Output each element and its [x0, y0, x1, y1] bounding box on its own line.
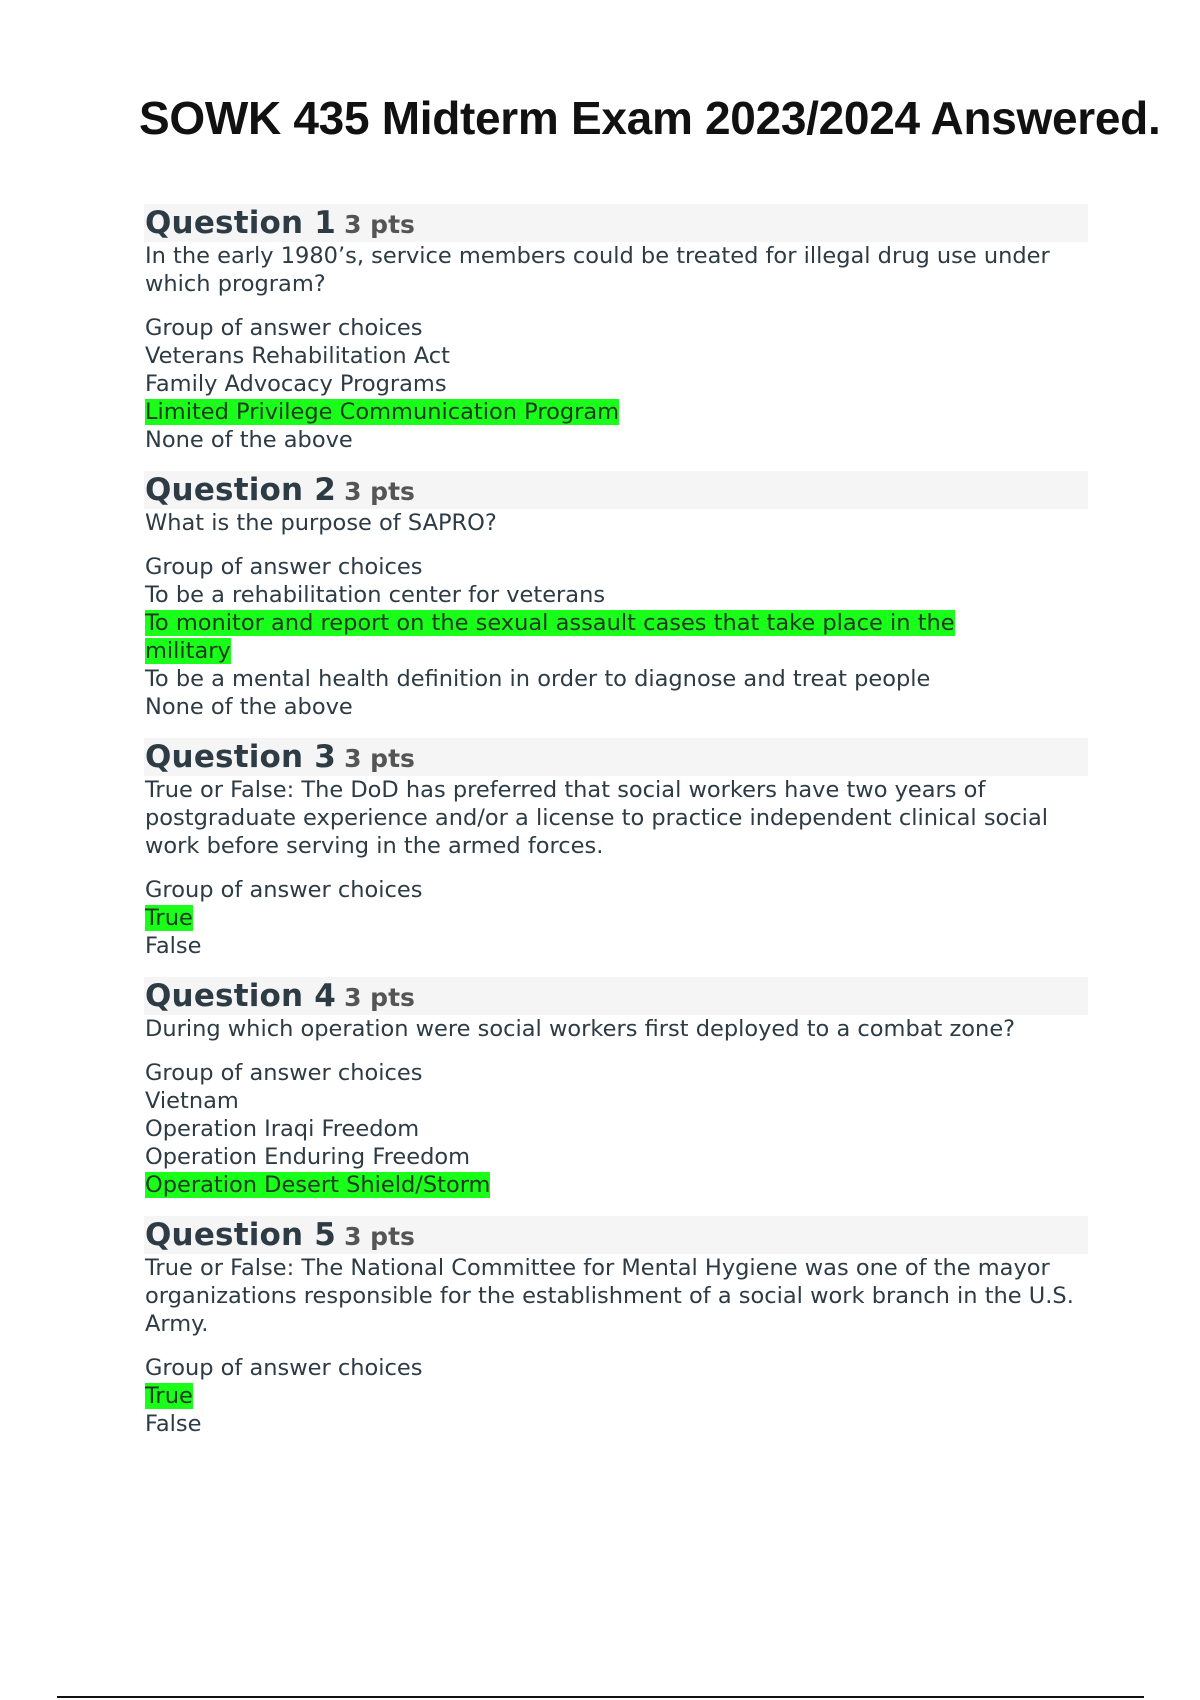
answer-choice-correct	[145, 609, 1025, 665]
answer-choice: False	[145, 1411, 202, 1437]
question-text: In the early 1980’s, service members could be treated for illegal drug use under which program?	[145, 243, 1050, 297]
question-points: 3 pts	[344, 210, 415, 239]
answer-choice: Operation Iraqi Freedom	[145, 1116, 420, 1142]
answer-choice: To be a mental health definition in order to diagnose and treat people	[145, 666, 931, 692]
answer-choice: None of the above	[145, 427, 353, 453]
question-points: 3 pts	[344, 744, 415, 773]
question-title: Question 4	[145, 978, 337, 1014]
answer-choices-label: Group of answer choices	[145, 1355, 423, 1381]
question-header	[144, 1216, 1088, 1254]
answer-choices-label: Group of answer choices	[145, 315, 423, 341]
correct-answer-highlight: True	[145, 1383, 193, 1409]
question-points: 3 pts	[344, 1222, 415, 1251]
question-1	[145, 204, 1088, 454]
answer-choice-correct	[145, 1382, 1088, 1410]
correct-answer-highlight: True	[145, 905, 193, 931]
question-text: True or False: The National Committee for Mental Hygiene was one of the mayor organizations responsible for the establishment of a social work branch in the U.S. Army.	[145, 1255, 1074, 1337]
page-title: SOWK 435 Midterm Exam 2023/2024 Answered.	[139, 92, 1161, 144]
answer-choice: None of the above	[145, 694, 353, 720]
answer-choice: False	[145, 933, 202, 959]
footer-divider	[57, 1696, 1144, 1698]
question-points: 3 pts	[344, 477, 415, 506]
answer-choice: Veterans Rehabilitation Act	[145, 343, 450, 369]
question-header	[144, 204, 1088, 242]
question-5	[145, 1216, 1088, 1438]
question-2	[145, 471, 1088, 721]
question-header	[144, 738, 1088, 776]
answer-choices-label: Group of answer choices	[145, 554, 423, 580]
correct-answer-highlight: Limited Privilege Communication Program	[145, 399, 620, 425]
question-title: Question 3	[145, 739, 337, 775]
answer-choice: To be a rehabilitation center for veterans	[145, 582, 606, 608]
question-text: What is the purpose of SAPRO?	[145, 510, 497, 536]
answer-choice-correct	[145, 398, 1088, 426]
answer-choice-correct	[145, 1171, 1088, 1199]
question-header	[144, 471, 1088, 509]
question-title: Question 5	[145, 1217, 337, 1253]
question-4	[145, 977, 1088, 1199]
question-text: During which operation were social workers first deployed to a combat zone?	[145, 1016, 1016, 1042]
answer-choice: Family Advocacy Programs	[145, 371, 447, 397]
answer-choices-label: Group of answer choices	[145, 1060, 423, 1086]
answer-choice: Vietnam	[145, 1088, 239, 1114]
question-title: Question 1	[145, 205, 337, 241]
answer-choices-label: Group of answer choices	[145, 877, 423, 903]
answer-choice-correct	[145, 904, 1088, 932]
answer-choice: Operation Enduring Freedom	[145, 1144, 471, 1170]
question-text: True or False: The DoD has preferred that social workers have two years of postgraduate experience and/or a license to practice independent clinical social work before serving in the armed forces.	[145, 777, 1048, 859]
question-title: Question 2	[145, 472, 337, 508]
correct-answer-highlight: To monitor and report on the sexual assault cases that take place in the military	[145, 610, 955, 664]
question-list	[145, 204, 1088, 1455]
correct-answer-highlight: Operation Desert Shield/Storm	[145, 1172, 491, 1198]
question-3	[145, 738, 1088, 960]
question-header	[144, 977, 1088, 1015]
question-points: 3 pts	[344, 983, 415, 1012]
